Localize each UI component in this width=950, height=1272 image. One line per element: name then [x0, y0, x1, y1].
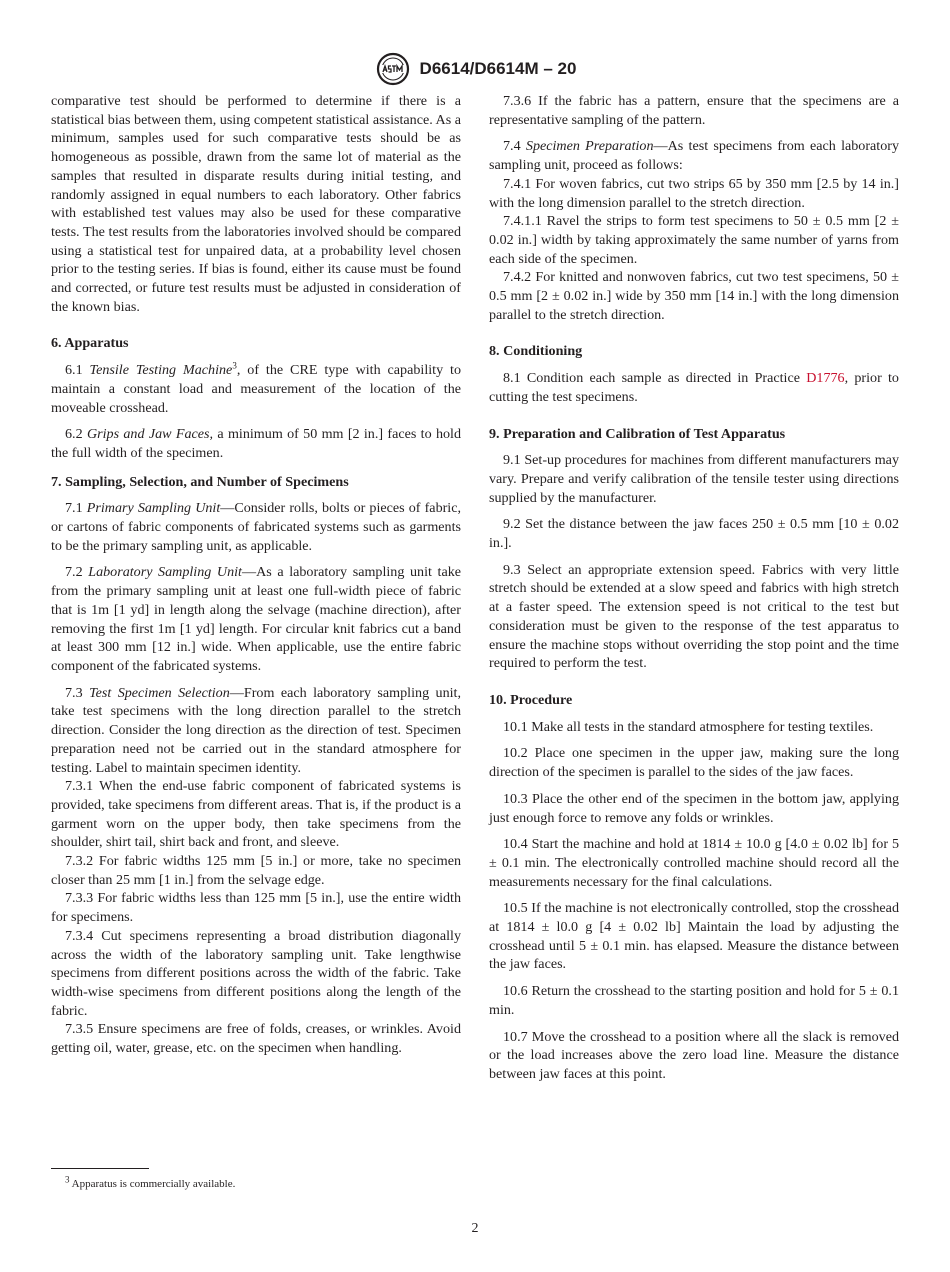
d1776-link[interactable]: D1776 — [806, 370, 845, 387]
section-10-title: 10. Procedure — [489, 691, 573, 708]
para-10-7: 10.7 Move the crosshead to a position where all the slack is removed or the load increases above the zero load line. Measure the distance between jaw faces at this point. — [489, 1028, 899, 1082]
para-10-2: 10.2 Place one specimen in the upper jaw, making sure the long direction of the specimen is parallel to the sides of the jaw faces. — [489, 745, 899, 781]
para-10-3: 10.3 Place the other end of the specimen in the bottom jaw, applying just enough force to remove any folds or wrinkles. — [489, 790, 899, 826]
para-7-3: 7.3 Test Specimen Selection—From each laboratory sampling unit, take test specimens with the long direction parallel to the stretch direction. Consider the long direction as the direction of test. Specimen preparation need not be carried out in the standard atmosphere for testing. Label to maintain specimen identity. — [51, 684, 461, 776]
para-10-5: 10.5 If the machine is not electronically controlled, stop the crosshead at 1814 ± l0.0 g [4 ± 0.02 lb] Maintain the load by adjusting the crosshead until 5 ± 0.1 min. has elapsed. Measure the distance between the jaw faces. — [489, 900, 899, 973]
para-6-2: 6.2 Grips and Jaw Faces, a minimum of 50 mm [2 in.] faces to hold the full width of the specimen. — [51, 426, 461, 461]
footnote: $^3$ Apparatus is commercially available. — [65, 1174, 236, 1190]
section-9-title: 9. Preparation and Calibration of Test Apparatus — [489, 425, 786, 442]
para-7-4: 7.4 Specimen Preparation—As test specimens from each laboratory sampling unit, proceed as follows: — [489, 138, 899, 174]
para-7-3-2: 7.3.2 For fabric widths 125 mm [5 in.] or more, take no specimen closer than 25 mm [1 in.] from the selvage edge. — [51, 853, 461, 888]
para-7-3-4: 7.3.4 Cut specimens representing a broad distribution diagonally across the width of the laboratory sampling unit. Take lengthwise specimens from different positions across the width of the fabric. Take width-wise specimens from different positions along the length of the fabric. — [51, 927, 461, 1019]
section-6-title: 6. Apparatus — [51, 335, 129, 352]
para-9-2: 9.2 Set the distance between the jaw faces 250 ± 0.5 mm [10 ± 0.02 in.]. — [489, 516, 899, 552]
left-column — [51, 92, 461, 1058]
para-7-3-6: 7.3.6 If the fabric has a pattern, ensure that the specimens are a representative sampling of the pattern. — [489, 93, 899, 128]
intro-paragraph: comparative test should be performed to determine if there is a statistical bias between them, using competent statistical assistance. As a minimum, samples used for such comparative tests should be as homogeneous as possible, drawn from the same lot of material as the samples that resulted in disparate results during initial testing, and randomly assigned in equal numbers to each laboratory. Other fabrics with established test values may also be used for these comparative tests. The test results from the laboratories involved should be compared using a statistical test for unpaired data, at a probability level chosen prior to the testing series. If bias is found, either its cause must be found and corrected, or future test results must be adjusted in consideration of the known bias. — [51, 93, 461, 315]
para-8-1: 8.1 Condition each sample as directed in Practice D1776, prior to cutting the test specimens. — [489, 370, 899, 405]
para-7-4-1: 7.4.1 For woven fabrics, cut two strips 65 by 350 mm [2.5 by 14 in.] with the long dimension parallel to the stretch direction. — [489, 175, 899, 211]
right-column — [489, 92, 899, 1084]
para-10-4: 10.4 Start the machine and hold at 1814 ± 10.0 g [4.0 ± 0.02 lb] for 5 ± 0.1 min. The electronically controlled machine should record all the measurements necessary for the final calculations. — [489, 836, 899, 890]
para-10-1: 10.1 Make all tests in the standard atmosphere for testing textiles. — [503, 718, 874, 735]
page-header — [0, 52, 950, 86]
para-10-6: 10.6 Return the crosshead to the starting position and hold for 5 ± 0.1 min. — [489, 983, 899, 1018]
page-number: 2 — [471, 1221, 479, 1236]
astm-logo-icon — [374, 52, 412, 86]
footnote-divider — [51, 1168, 149, 1169]
para-7-4-1-1: 7.4.1.1 Ravel the strips to form test specimens to 50 ± 0.5 mm [2 ± 0.02 in.] width by taking approximately the same number of yarns from each side of the specimen. — [489, 213, 899, 267]
document-number: D6614/D6614M – 20 — [419, 59, 577, 78]
para-7-4-2: 7.4.2 For knitted and nonwoven fabrics, cut two test specimens, 50 ± 0.5 mm [2 ± 0.02 in.] wide by 350 mm [14 in.] with the long dimension parallel to the stretch direction. — [489, 269, 899, 323]
section-7-title: 7. Sampling, Selection, and Number of Specimens — [51, 473, 349, 490]
para-6-1: 6.1 Tensile Testing Machine$^3$, of the CRE type with capability to maintain a constant load and measurement of the location of the moveable crosshead. — [51, 360, 461, 416]
para-7-2: 7.2 Laboratory Sampling Unit—As a laboratory sampling unit take from the primary sampling unit at least one full-width piece of fabric that is 1m [1 yd] in length along the selvage (machine direction), after removing the first 1m [1 yd] length. For circular knit fabrics cut a band at least 300 mm [12 in.] wide. When applicable, use the entire fabric component of the fabricated systems. — [51, 564, 461, 674]
para-9-3: 9.3 Select an appropriate extension speed. Fabrics with very little stretch should be extended at a slow speed and fabrics with high stretch at a faster speed. The extension speed is not critical to the test but consideration must be given to the response of the test apparatus to ensure the machine stops without overriding the stop point and the time required to perform the test. — [489, 561, 899, 672]
para-7-3-5: 7.3.5 Ensure specimens are free of folds, creases, or wrinkles. Avoid getting oil, water, grease, etc. on the specimen when handling. — [51, 1021, 461, 1057]
para-9-1: 9.1 Set-up procedures for machines from different manufacturers may vary. Prepare and verify calibration of the tensile tester using directions supplied by the manufacturer. — [489, 452, 899, 506]
para-7-3-3: 7.3.3 For fabric widths less than 125 mm [5 in.], use the entire width for specimens. — [51, 890, 461, 926]
para-7-1: 7.1 Primary Sampling Unit—Consider rolls, bolts or pieces of fabric, or cartons of fabric components of fabricated systems such as garments to be the primary sampling unit, as applicable. — [51, 500, 461, 554]
para-7-3-1: 7.3.1 When the end-use fabric component of fabricated systems is provided, take specimens from different areas. That is, if the product is a garment worn on the upper body, then take specimens from the shoulder, shirt tail, shirt back and front, and sleeve. — [51, 778, 461, 851]
section-8-title: 8. Conditioning — [489, 343, 583, 360]
